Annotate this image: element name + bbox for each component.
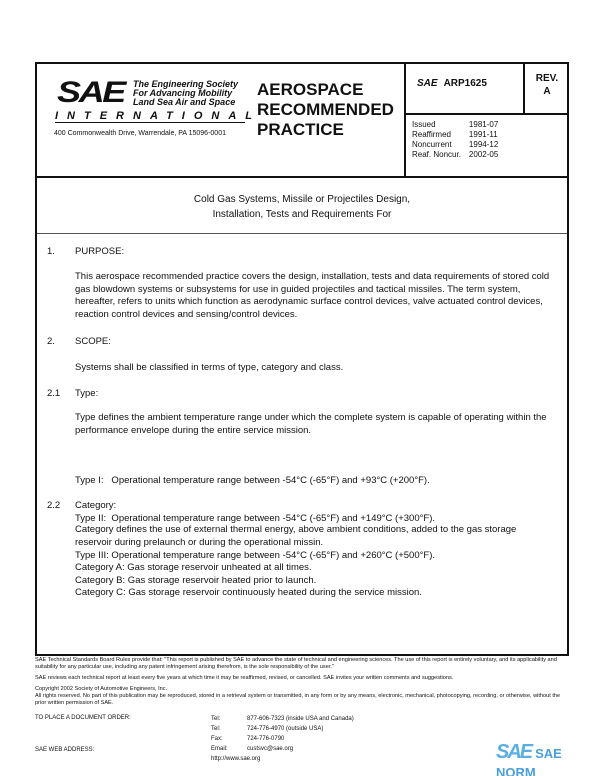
section-text: Systems shall be classified in terms of type, category and class. bbox=[75, 362, 344, 373]
list-item: Type I: Operational temperature range between -54°C (-65°F) and +93°C (+200°F). bbox=[75, 475, 430, 486]
title-line: RECOMMENDED bbox=[257, 100, 394, 119]
contact-label: Fax: bbox=[211, 736, 223, 742]
date-value: 2002-05 bbox=[468, 150, 499, 159]
date-label: Reaf. Noncur. bbox=[412, 150, 461, 159]
revision bbox=[527, 72, 567, 98]
section-heading bbox=[47, 388, 98, 401]
list-item: Type II: Operational temperature range between -54°C (-65°F) and +149°C (+300°F). bbox=[75, 512, 436, 524]
section-number: 2. bbox=[47, 336, 55, 347]
title-line: Cold Gas Systems, Missile or Projectiles Design, bbox=[193, 194, 411, 205]
date-value: 1981-07 bbox=[468, 120, 499, 129]
review-notice: SAE reviews each technical report at least every five years at which time it may be reaffirmed, revised, or cancelled. SAE invites your written comments and suggestions. bbox=[35, 675, 454, 681]
rights-notice: All rights reserved. No part of this publication may be reproduced, stored in a retrieval system or transmitted, in any form or by any means, electronic, mechanical, photocopying, recording, or otherwise, without the prior written permission of SAE. bbox=[35, 693, 561, 706]
title-line: AEROSPACE bbox=[257, 80, 364, 99]
doc-number-value: ARP1625 bbox=[443, 78, 487, 89]
doc-type-title bbox=[257, 80, 394, 140]
document-frame bbox=[35, 62, 569, 656]
title-line: PRACTICE bbox=[257, 120, 344, 139]
email-link[interactable]: custsvc@sae.org bbox=[247, 746, 294, 752]
watermark-text: SAE NORM bbox=[496, 746, 562, 776]
section-text: This aerospace recommended practice covers the design, installation, tests and data requirements of stored cold gas blowdown systems or subsystems for use in guided projectiles and tactical missiles. The term system, hereafter, refers to units which function as aerodynamic surface control devices, valve actuated control devices, reaction control devices and sensing/control devices. bbox=[75, 271, 550, 320]
date-value: 1994-12 bbox=[468, 140, 499, 149]
section-text: Category defines the use of external thermal energy, above ambient conditions, added to the gas storage reservoir during prelaunch or during the operational missin. bbox=[75, 524, 517, 548]
divider bbox=[523, 64, 525, 113]
rev-label: REV. bbox=[535, 73, 559, 84]
tagline-line: Land Sea Air and Space bbox=[133, 97, 236, 107]
dates-table bbox=[412, 120, 506, 160]
section-number: 1. bbox=[47, 246, 55, 257]
section-number: 2.2 bbox=[47, 500, 61, 511]
section-text: Type defines the ambient temperature range under which the complete system is capable of operating within the performance envelope during the entire service mission. bbox=[75, 412, 547, 436]
address: 400 Commonwealth Drive, Warrendale, PA 15096-0001 bbox=[54, 130, 226, 137]
list-item: Category C: Gas storage reservoir continuously heated during the service mission. bbox=[75, 587, 422, 598]
sae-logo-mark: SAE bbox=[57, 76, 124, 109]
section-title: SCOPE: bbox=[75, 336, 111, 347]
contact-value: 724-776-4970 (outside USA) bbox=[247, 726, 324, 732]
sae-small-logo: SAE bbox=[417, 78, 438, 89]
category-list bbox=[75, 562, 555, 600]
section-title: PURPOSE: bbox=[75, 246, 125, 257]
contact-label: Tel: bbox=[211, 726, 221, 732]
tagline bbox=[133, 80, 238, 107]
web-label: SAE WEB ADDRESS: bbox=[35, 747, 95, 753]
contact-label: Email: bbox=[211, 746, 228, 752]
date-label: Noncurrent bbox=[412, 140, 452, 149]
list-item: Category A: Gas storage reservoir unheated at all times. bbox=[75, 562, 312, 573]
contact-value: 877-606-7323 (inside USA and Canada) bbox=[247, 716, 354, 722]
header-block bbox=[37, 64, 567, 178]
rev-value: A bbox=[543, 86, 551, 97]
footer-notices bbox=[35, 657, 567, 711]
document-title bbox=[37, 178, 567, 234]
rules-notice: SAE Technical Standards Board Rules provide that: "This report is published by SAE to advance the state of technical and engineering sciences. The use of this report is entirely voluntary, and its applicability and suitability for any particular use, including any patent infringement arising therefrom, is the sole responsibility of the user." bbox=[35, 657, 557, 670]
order-label: TO PLACE A DOCUMENT ORDER: bbox=[35, 715, 131, 721]
section-title: Category: bbox=[75, 500, 117, 511]
divider bbox=[404, 64, 406, 176]
international-wordmark: INTERNATIONAL bbox=[55, 110, 262, 122]
section-title: Type: bbox=[75, 388, 99, 399]
sae-norm-watermark: SAE SAE NORM bbox=[496, 741, 600, 776]
contact-value: 724-776-0790 bbox=[247, 736, 285, 742]
date-value: 1991-11 bbox=[468, 130, 498, 139]
contact-table bbox=[210, 714, 355, 764]
section-heading bbox=[47, 246, 124, 259]
date-label: Reaffirmed bbox=[412, 130, 451, 139]
web-link[interactable]: http://www.sae.org bbox=[211, 756, 261, 762]
tagline-line: The Engineering Society bbox=[133, 79, 239, 89]
date-label: Issued bbox=[412, 120, 436, 129]
section-number: 2.1 bbox=[47, 388, 61, 399]
tagline-line: For Advancing Mobility bbox=[133, 88, 233, 98]
section-heading bbox=[47, 500, 116, 513]
doc-number bbox=[417, 78, 487, 89]
title-line: Installation, Tests and Requirements For bbox=[212, 209, 392, 220]
contact-label: Tel: bbox=[211, 716, 221, 722]
copyright: Copyright 2002 Society of Automotive Engineers, Inc. bbox=[35, 686, 168, 692]
list-item: Type III: Operational temperature range between -54°C (-65°F) and +260°C (+500°F). bbox=[75, 550, 436, 561]
section-heading bbox=[47, 336, 111, 349]
divider bbox=[406, 113, 567, 115]
list-item: Category B: Gas storage reservoir heated prior to launch. bbox=[75, 574, 317, 586]
